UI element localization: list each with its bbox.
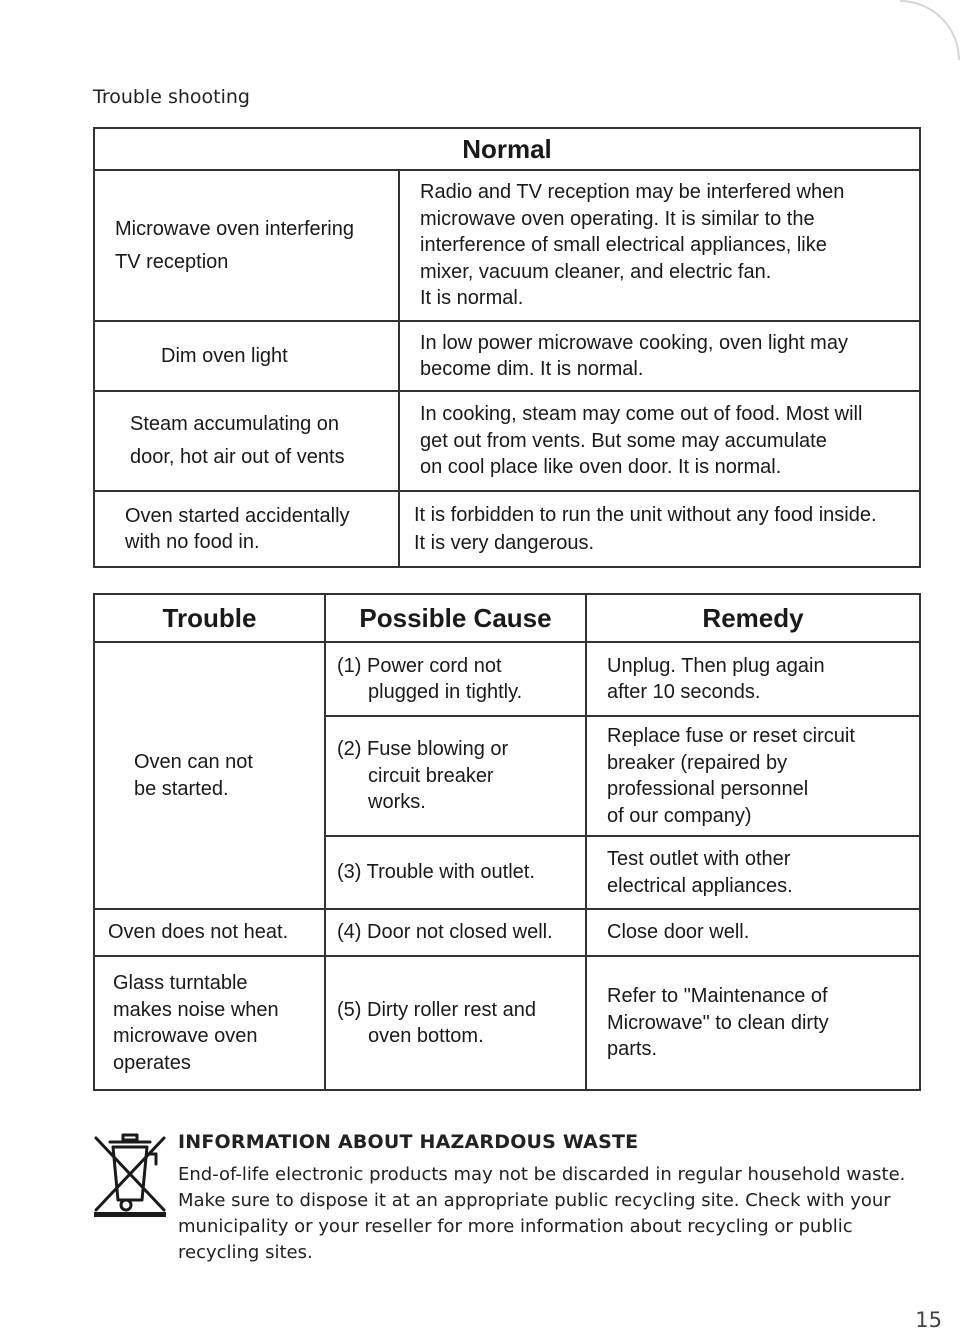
page-corner-decoration: [900, 0, 960, 60]
explanation-line: In low power microwave cooking, oven light may: [420, 331, 848, 354]
remedy-line: Microwave" to clean dirty: [607, 1011, 829, 1034]
normal-explanation-cell: [399, 491, 920, 567]
cause-cell: [325, 909, 586, 956]
trouble-cell: [94, 642, 325, 909]
normal-issue-cell: [94, 491, 399, 567]
issue-line: Steam accumulating on: [130, 413, 340, 435]
remedy-line: Replace fuse or reset circuit: [607, 725, 855, 747]
issue-line: TV reception: [115, 250, 229, 273]
troubleshooting-table: [93, 593, 921, 1091]
trouble-line: operates: [113, 1051, 191, 1074]
cause-line: (4) Door not closed well.: [337, 921, 553, 944]
normal-issue-cell: [94, 170, 399, 321]
explanation-line: get out from vents. But some may accumulate: [420, 429, 827, 452]
explanation-line: microwave oven operating. It is similar to the: [420, 207, 815, 230]
cause-line: (5) Dirty roller rest and: [337, 998, 536, 1021]
explanation-line: It is normal.: [420, 287, 524, 310]
issue-line: door, hot air out of vents: [130, 446, 345, 468]
trouble-line: Glass turntable: [113, 972, 248, 994]
trouble-header: Trouble: [94, 594, 325, 642]
cause-line: oven bottom.: [368, 1025, 484, 1047]
issue-line: Microwave oven interfering: [115, 217, 354, 240]
trouble-cell: [94, 909, 325, 956]
normal-explanation-cell: [399, 170, 920, 321]
normal-issue-cell: [94, 321, 399, 391]
explanation-line: It is forbidden to run the unit without any food inside.: [414, 504, 877, 526]
cause-line: circuit breaker: [368, 764, 494, 787]
cause-cell: [325, 716, 586, 836]
cause-cell: [325, 836, 586, 909]
normal-header: Normal: [94, 128, 920, 170]
trouble-line: Oven does not heat.: [108, 921, 289, 944]
remedy-line: Test outlet with other: [607, 848, 791, 870]
remedy-cell: [586, 642, 920, 716]
remedy-line: of our company): [607, 804, 752, 827]
trouble-line: makes noise when: [113, 998, 279, 1021]
normal-explanation-cell: [399, 321, 920, 391]
remedy-line: Close door well.: [607, 921, 750, 944]
remedy-line: after 10 seconds.: [607, 681, 761, 703]
cause-cell: [325, 642, 586, 716]
explanation-line: Radio and TV reception may be interfered when: [420, 181, 845, 204]
explanation-line: on cool place like oven door. It is normal.: [420, 456, 782, 479]
remedy-cell: [586, 909, 920, 956]
explanation-line: interference of small electrical appliances, like: [420, 234, 827, 257]
cause-line: works.: [368, 791, 426, 814]
trouble-line: Oven can not: [134, 751, 253, 773]
explanation-line: It is very dangerous.: [414, 532, 595, 554]
remedy-line: professional personnel: [607, 778, 809, 800]
cause-line: (1) Power cord not: [337, 654, 502, 677]
issue-line: with no food in.: [125, 531, 260, 553]
normal-explanation-cell: [399, 391, 920, 491]
cause-line: plugged in tightly.: [368, 681, 523, 703]
remedy-line: Refer to "Maintenance of: [607, 985, 828, 1008]
hazardous-waste-text: [178, 1162, 938, 1266]
section-title: Trouble shooting: [93, 86, 250, 108]
remedy-cell: [586, 716, 920, 836]
waste-text-line: End-of-life electronic products may not be discarded in regular household waste.: [178, 1164, 906, 1185]
cause-cell: [325, 956, 586, 1090]
page-number: 15: [915, 1308, 942, 1332]
remedy-line: parts.: [607, 1038, 658, 1061]
remedy-line: breaker (repaired by: [607, 751, 788, 774]
remedy-line: electrical appliances.: [607, 874, 793, 897]
cause-header: Possible Cause: [325, 594, 586, 642]
remedy-line: Unplug. Then plug again: [607, 654, 825, 677]
waste-text-line: recycling sites.: [178, 1242, 313, 1263]
trouble-cell: [94, 956, 325, 1090]
waste-text-line: Make sure to dispose it at an appropriate public recycling site. Check with your: [178, 1190, 891, 1211]
normal-conditions-table: [93, 127, 921, 568]
waste-text-line: municipality or your reseller for more information about recycling or public: [178, 1216, 853, 1237]
crossed-out-wheelie-bin-icon: [90, 1132, 170, 1218]
trouble-line: microwave oven: [113, 1025, 258, 1047]
remedy-header: Remedy: [586, 594, 920, 642]
explanation-line: become dim. It is normal.: [420, 358, 644, 380]
explanation-line: In cooking, steam may come out of food. Most will: [420, 403, 863, 426]
trouble-line: be started.: [134, 777, 229, 800]
explanation-line: mixer, vacuum cleaner, and electric fan.: [420, 260, 772, 283]
remedy-cell: [586, 956, 920, 1090]
issue-line: Dim oven light: [161, 344, 288, 367]
issue-line: Oven started accidentally: [125, 504, 350, 527]
remedy-cell: [586, 836, 920, 909]
normal-issue-cell: [94, 391, 399, 491]
cause-line: (2) Fuse blowing or: [337, 738, 509, 761]
cause-line: (3) Trouble with outlet.: [337, 861, 535, 884]
hazardous-waste-title: INFORMATION ABOUT HAZARDOUS WASTE: [178, 1131, 639, 1153]
